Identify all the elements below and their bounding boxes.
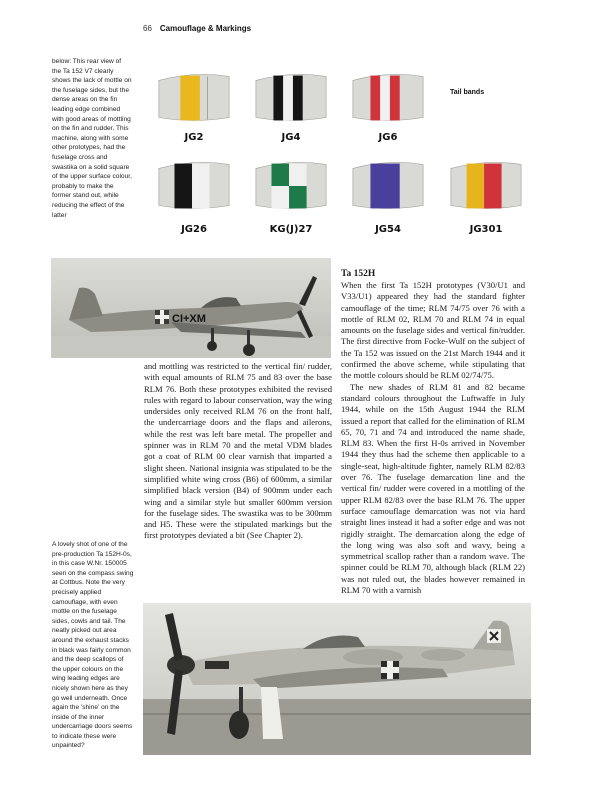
tail-band-label-jg2: JG2 (184, 132, 204, 143)
tail-band-label-jg26: JG26 (181, 224, 207, 235)
section-heading-ta152h: Ta 152H (341, 269, 376, 279)
page-number: 66 (143, 24, 152, 33)
photo-ta152h-0 (143, 603, 531, 755)
paragraph-1: When the first Ta 152H prototypes (V30/U1 and V33/U1) appeared they had the standard fighter camouflage of the time; RLM 74/75 over 76 with a mottle of RLM 02, RLM 70 and RLM 74 in equal amounts on the fuselage sides and vertical fin/rudder. The first directive from Focke-Wulf on the subject of the Ta 152 was issued on the 21st March 1944 and it confirmed the above scheme, while stipulating that the mottle colours should be RLM 02/74/75. (341, 280, 525, 381)
tail-band-jg301 (447, 160, 525, 212)
body-column-right (341, 269, 525, 596)
tail-band-jg6 (349, 72, 427, 124)
section-title: Camouflage & Markings (159, 24, 252, 33)
page-header (143, 24, 251, 33)
tail-band-jg26 (155, 160, 233, 212)
tail-band-jg2 (155, 72, 233, 124)
tail-band-jg4 (252, 72, 330, 124)
paragraph-2: The new shades of RLM 81 and 82 became standard colours throughout the Luftwaffe in July 1944, while on the 15th August 1944 the RLM issued a report that called for the elimination of RLM 65, 70, 71 and 74 and introduced the name shade, RLM 83. When the first H-0s arrived in November 1944 they thus had the scheme then applicable to a single-seat, high-altitude fighter, namely RLM 82/83 over 76. The fuselage demarcation line and the vertical fin/ rudder were covered in a mottling of the upper RLM 82/83 over the base RLM 76. The upper surface camouflage demarcation was not via hard straight lines instead it had a softer edge and was not rigidly straight. The demarcation along the edge of the long wing was also soft and wavy, being a symmetrical scallop rather than a random wave. The spinner could be RLM 70, although black (RLM 22) was not ruled out, the blades however remained in RLM 70 with a varnish (341, 381, 525, 596)
caption-bottom: A lovely shot of one of the pre-production Ta 152H-0s, in this case W.Nr. 150005 seen on the compass swing at Cottbus. Note the very precisely applied camouflage, with even mottle on the fuselage sides, cowls and tail. The neatly picked out area around the exhaust stacks in black was fairly common and the deep scallops of the upper colours on the wing leading edges are nicely shown here as they go well underneath. Once again the 'shine' on the inside of the inner undercarriage doors seems to indicate these were unpainted? (52, 541, 134, 750)
tail-band-label-jg4: JG4 (281, 132, 301, 143)
tail-band-label-jg6: JG6 (378, 132, 398, 143)
caption-top: below: This rear view of the Ta 152 V7 clearly shows the lack of mottle on the fuselage sides, but the dense areas on the fin leading edge combined with good areas of mottling on the fin and rudder. This machine, along with some other prototypes, had the fuselage cross and swastika on a solid square of the upper surface colour, probably to make the former stand out, while reducing the effect of the latter (52, 58, 132, 219)
tail-band-label-jg54: JG54 (375, 224, 401, 235)
tail-bands-title: Tail bands (450, 89, 485, 96)
body-column-left: and mottling was restricted to the vertical fin/ rudder, with equal amounts of RLM 75 and 83 over the base RLM 76. Both these prototypes exhibited the revised rules with regard to labour conservation, way the wing undersides only received RLM 76 on the front half, the undercarriage doors and the flaps and ailerons, while the rest was left bare metal. The propeller and spinner was in RLM 70 and the metal VDM blades got a coat of RLM 00 clear varnish that imparted a slight sheen. National insignia was stipulated to be the simplified white wing cross (B6) of 600mm, a similar simplified black version (B4) of 900mm under each wing and a similar style but smaller 600mm version for the fuselage sides. The swastika was to be 300mm and H5. These were the stipulated markings but the first prototypes deviated a bit (See Chapter 2). (144, 361, 332, 541)
fuselage-code: CI+XM (172, 313, 206, 325)
tail-band-label-jg301: JG301 (469, 224, 503, 235)
tail-band-label-kgj27: KG(J)27 (269, 224, 313, 235)
tail-band-kgj27 (252, 160, 330, 212)
photo-ta152-v7 (51, 258, 331, 358)
tail-band-jg54 (349, 160, 427, 212)
